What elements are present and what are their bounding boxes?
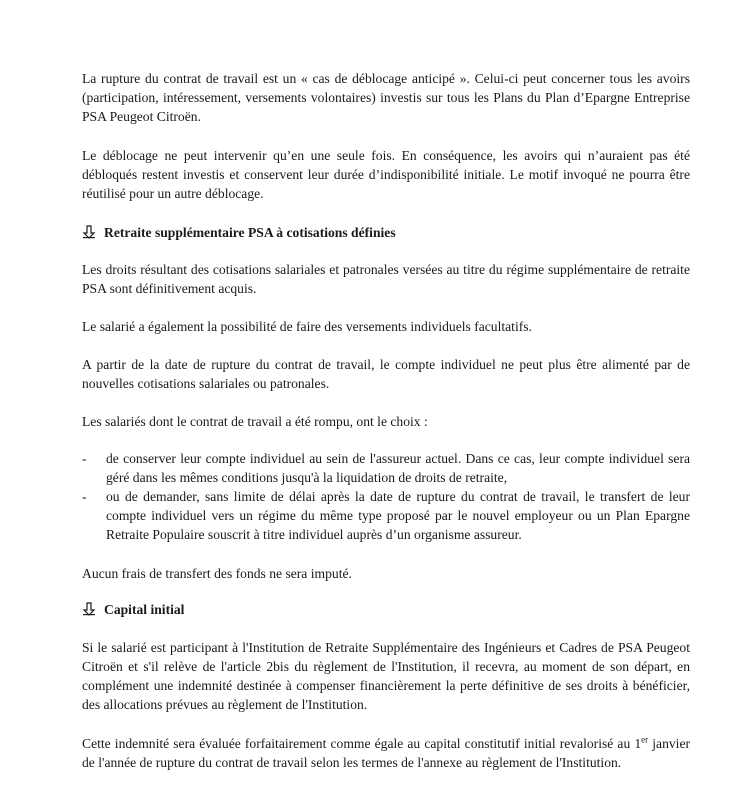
arrow-down-hand-icon [82, 225, 96, 239]
list-dash: - [82, 451, 87, 466]
paragraph-institution-retraite: Si le salarié est participant à l'Institution de Retraite Supplémentaire des Ingénieurs et Cadres de PSA Peugeot Citroën et s'il relève de l'article 2bis du règlement de l'Institution, il recevra, au moment de son départ, en complément une indemnité destinée à compenser financièrement la perte définitive de ses droits à bénéficier, des allocations prévues au règlement de l'Institution. [82, 640, 690, 712]
heading-retraite-supplementaire [82, 223, 396, 242]
list-dash: - [82, 489, 87, 504]
list-item-text: de conserver leur compte individuel au sein de l'assureur actuel. Dans ce cas, leur compte individuel sera géré dans les mêmes conditions jusqu'à la liquidation de droits de retraite, [106, 451, 690, 485]
paragraph-deblocage-unique: Le déblocage ne peut intervenir qu’en une seule fois. En conséquence, les avoirs qui n’auraient pas été débloqués restent investis et conservent leur durée d’indisponibilité initiale. Le motif invoqué ne pourra être réutilisé pour un autre déblocage. [82, 148, 690, 201]
list-item-text: ou de demander, sans limite de délai après la date de rupture du contrat de travail, le transfert de leur compte individuel vers un régime du même type proposé par le nouvel employeur ou un Plan Epargne Retraite Populaire souscrit à titre individuel auprès d’un organisme assureur. [106, 489, 690, 542]
paragraph-droits-acquis: Les droits résultant des cotisations salariales et patronales versées au titre du régime supplémentaire de retraite PSA sont définitivement acquis. [82, 262, 690, 296]
heading-label: Retraite supplémentaire PSA à cotisations définies [104, 225, 396, 240]
heading-label: Capital initial [104, 602, 185, 617]
indemnite-text-start: Cette indemnité sera évaluée forfaitairement comme égale au capital constitutif initial revalorisé au 1 [82, 736, 642, 751]
paragraph-deblocage-anticipe: La rupture du contrat de travail est un « cas de déblocage anticipé ». Celui-ci peut concerner tous les avoirs (participation, intéressement, versements volontaires) investis sur tous les Plans du Plan d’Epargne Entreprise PSA Peugeot Citroën. [82, 71, 690, 124]
paragraph-compte-individuel: A partir de la date de rupture du contrat de travail, le compte individuel ne peut plus être alimenté par de nouvelles cotisations salariales ou patronales. [82, 357, 690, 391]
arrow-down-hand-icon [82, 602, 96, 616]
paragraph-indemnite [82, 734, 690, 772]
heading-capital-initial [82, 600, 184, 619]
list-item [82, 449, 690, 487]
indemnite-text-end: janvier de l'année de rupture du contrat de travail selon les termes de l'annexe au règlement de l'Institution. [82, 736, 691, 770]
paragraph-choix: Les salariés dont le contrat de travail a été rompu, ont le choix : [82, 414, 428, 429]
ordinal-superscript: er [641, 734, 649, 745]
paragraph-frais-transfert: Aucun frais de transfert des fonds ne sera imputé. [82, 566, 352, 581]
list-item [82, 487, 690, 544]
choices-list [82, 449, 690, 544]
paragraph-versements-facultatifs: Le salarié a également la possibilité de faire des versements individuels facultatifs. [82, 319, 532, 334]
